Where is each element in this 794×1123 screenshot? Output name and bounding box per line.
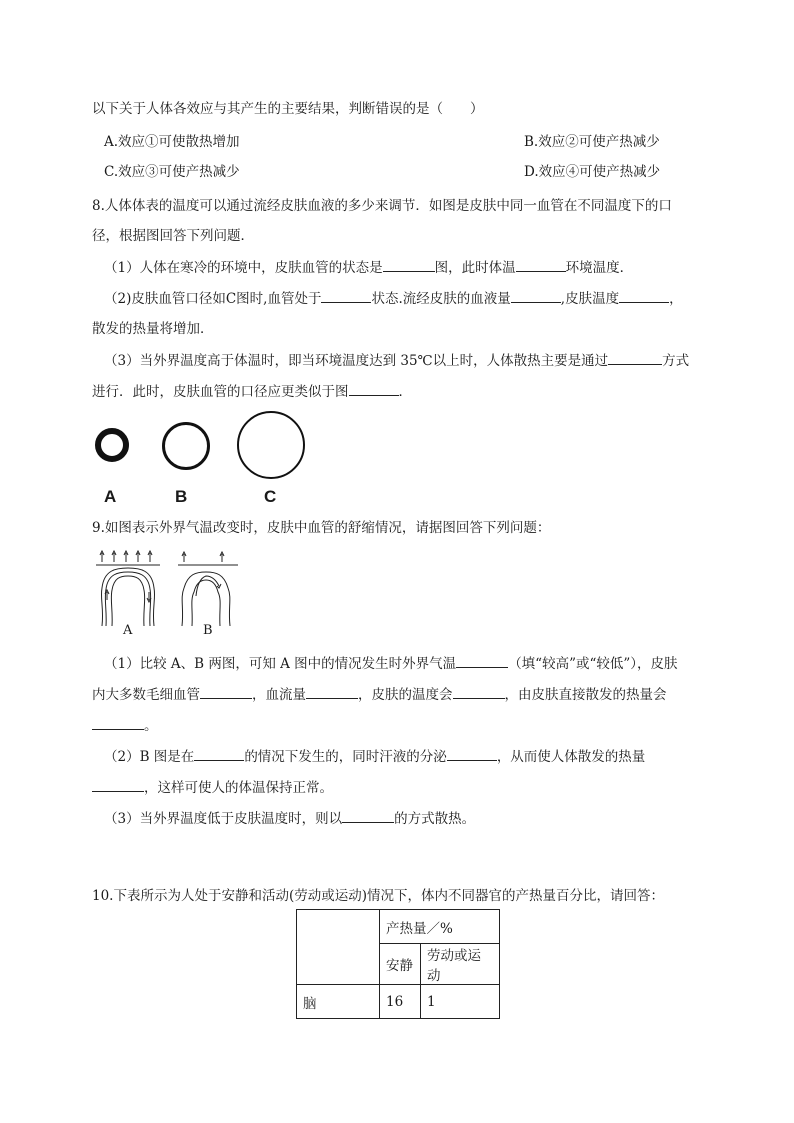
q8-blank-4[interactable] (511, 288, 561, 303)
q8-stem-line2: 径，根据图回答下列问题． (92, 228, 254, 244)
q9-blank-2[interactable] (200, 684, 252, 699)
q9-blank-4[interactable] (453, 684, 505, 699)
capillary-diagram (92, 548, 242, 642)
table-cell-rest: 16 (380, 985, 421, 1019)
table-row (297, 985, 500, 1019)
q8-stem-line1: 8.人体体表的温度可以通过流经皮肤血液的多少来调节．如图是皮肤中同一血管在不同温度下的口 (92, 198, 672, 214)
q9-fig-label-a: A (123, 623, 133, 638)
q8-blank-2[interactable] (516, 257, 566, 272)
q9-part1-end: 。 (92, 715, 158, 736)
table-corner-cell (297, 910, 380, 985)
q9-part2: （2）B 图是在 的情况下发生的，同时汗液的分泌 ，从而使人体散发的热量 (104, 746, 645, 767)
q7-stem: 以下关于人体各效应与其产生的主要结果，判断错误的是（ ） (92, 101, 484, 117)
vessel-a-label: A (104, 487, 117, 506)
q9-blank-5[interactable] (92, 715, 144, 730)
q9-fig-label-b: B (203, 623, 213, 638)
q8-blank-5[interactable] (619, 288, 669, 303)
vessel-c-circle (237, 411, 305, 479)
table-subheader-active: 劳动或运动 (421, 944, 500, 985)
q9-blank-7[interactable] (447, 746, 497, 761)
q9-blank-9[interactable] (342, 808, 394, 823)
q9-figure (92, 548, 242, 642)
vessel-c-label: C (264, 487, 277, 506)
q9-part1: （1）比较 A、B 两图，可知 A 图中的情况发生时外界气温 （填“较高”或“较低”），皮肤 (104, 653, 678, 674)
q9-blank-8[interactable] (92, 777, 144, 792)
q7-option-b[interactable]: B.效应②可使产热减少 (524, 134, 660, 150)
q10-stem: 10.下表所示为人处于安静和活动(劳动或运动)情况下，体内不同器官的产热量百分比，请回答： (92, 888, 665, 904)
q7-option-a[interactable]: A.效应①可使散热增加 (104, 134, 240, 150)
q7-option-c[interactable]: C.效应③可使产热减少 (104, 164, 240, 180)
q9-part1-cont: 内大多数毛细血管 ，血流量 ，皮肤的温度会 ，由皮肤直接散发的热量会 (92, 684, 667, 705)
q9-blank-6[interactable] (194, 746, 244, 761)
q8-part3-cont: 进行．此时，皮肤血管的口径应更类似于图 ． (92, 381, 412, 402)
vessel-b-circle (162, 422, 210, 470)
q8-blank-6[interactable] (608, 350, 662, 365)
q8-part3: （3）当外界温度高于体温时，即当环境温度达到 35℃以上时，人体散热主要是通过 方式 (104, 350, 689, 371)
vessel-b-label: B (175, 487, 188, 506)
q8-blank-3[interactable] (321, 288, 371, 303)
q9-part3: （3）当外界温度低于皮肤温度时，则以 的方式散热。 (104, 808, 475, 829)
table-cell-organ: 脑 (297, 985, 380, 1019)
heat-production-table (296, 909, 500, 1019)
q9-part2-cont: ，这样可使人的体温保持正常。 (92, 777, 333, 798)
q7-option-d[interactable]: D.效应④可使产热减少 (524, 164, 661, 180)
table-cell-active: 1 (421, 985, 500, 1019)
q9-blank-1[interactable] (456, 653, 508, 668)
q9-stem: 9.如图表示外界气温改变时，皮肤中血管的舒缩情况，请据图回答下列问题： (92, 520, 551, 536)
q8-part2: （2)皮肤血管口径如C图时,血管处于 状态.流经皮肤的血液量 ,皮肤温度 ， (104, 288, 683, 309)
q9-blank-3[interactable] (306, 684, 358, 699)
q8-blank-1[interactable] (383, 257, 435, 272)
q8-part1: （1）人体在寒冷的环境中，皮肤血管的状态是 图，此时体温 环境温度． (104, 257, 633, 278)
vessel-a-circle (95, 428, 129, 462)
q8-part2-cont: 散发的热量将增加． (92, 321, 214, 337)
table-subheader-rest: 安静 (380, 944, 421, 985)
q8-blank-7[interactable] (349, 381, 399, 396)
table-header-heat: 产热量／% (380, 910, 500, 944)
